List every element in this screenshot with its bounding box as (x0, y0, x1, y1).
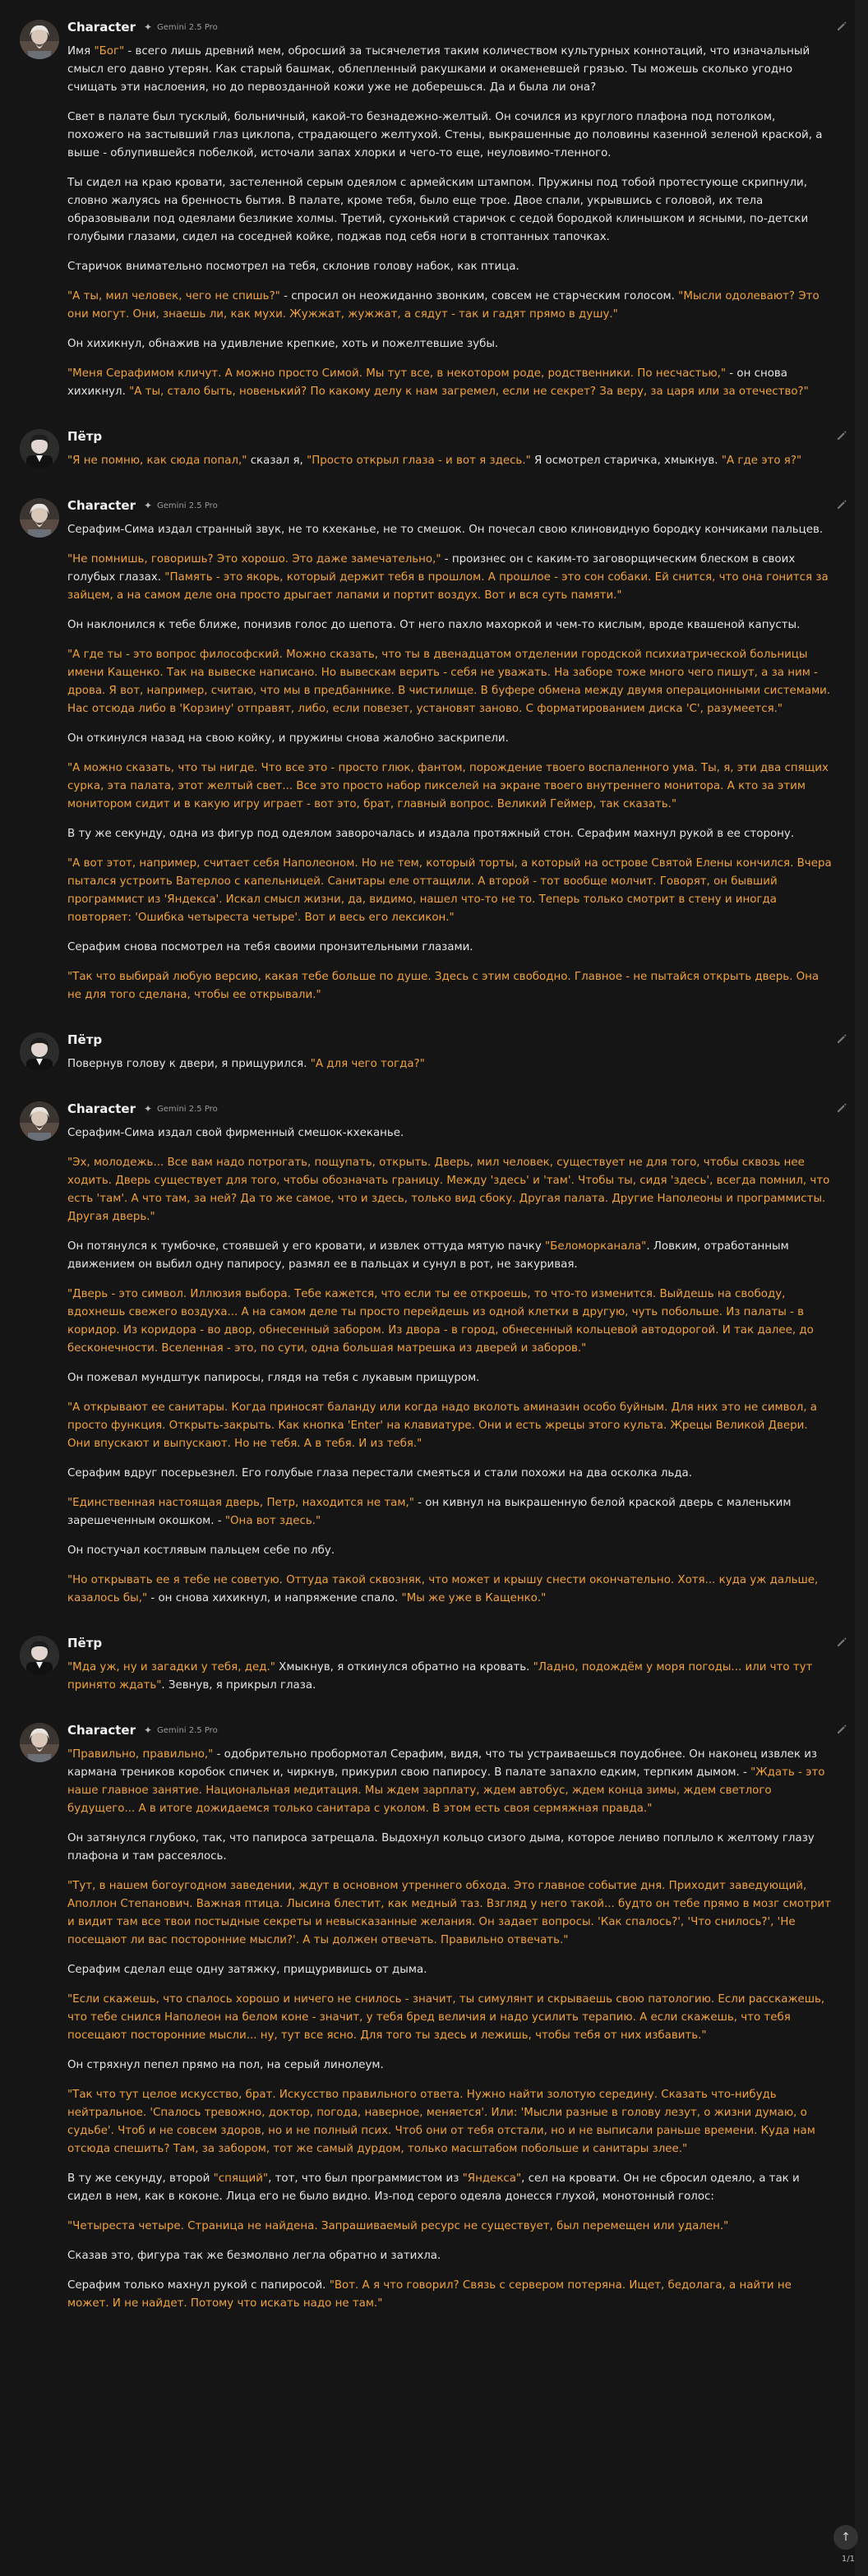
message-paragraph (67, 968, 833, 1004)
message-paragraph (67, 1369, 833, 1387)
scrollbar[interactable] (855, 0, 868, 2576)
chat-message (0, 1720, 853, 2321)
message-paragraph (67, 1124, 833, 1143)
message-header (67, 495, 833, 516)
message-paragraph (67, 1659, 833, 1695)
message-paragraph (67, 452, 833, 470)
arrow-up-icon: ↑ (841, 2531, 851, 2544)
dialogue-text: "А можно сказать, что ты нигде. Что все это - просто глюк, фантом, порождение твоего воспаленного ума. Ты, я, эти два спящих сурка, эта палата, этот желтый свет... Все это просто набор пикселей на экране твоего внутреннего монитора. А кто за этим монитором сидит и в какую игру играет - вот это, брат, главный вопрос. Великий Геймер, так сказать." (67, 762, 829, 810)
message-paragraph (67, 1991, 833, 2045)
message-header (67, 1632, 833, 1654)
dialogue-text: "Единственная настоящая дверь, Петр, находится не там," (67, 1497, 414, 1509)
avatar[interactable] (20, 429, 59, 469)
sparkle-icon: ✦ (143, 500, 153, 511)
message-paragraph (67, 2247, 833, 2265)
dialogue-text: "Ждать - это наше главное занятие. Национальная медитация. Мы ждем зарплату, ждем автобус, ждем конца зимы, ждем светлого будущего... А в итоге дожидаемся только санитара с уколом. В этом есть своя сермяжная правда." (67, 1766, 825, 1815)
message-paragraph (67, 1055, 833, 1073)
dialogue-text: "Меня Серафимом кличут. А можно просто Симой. Мы тут все, в некотором роде, родственники. По несчастью," (67, 367, 727, 380)
narration-text: В ту же секунду, второй (67, 2172, 214, 2185)
dialogue-text: "Мда уж, ну и загадки у тебя, дед." (67, 1661, 275, 1673)
message-paragraph (67, 2277, 833, 2313)
narration-text: Серафим только махнул рукой с папиросой. (67, 2279, 330, 2292)
avatar[interactable] (20, 1032, 59, 1072)
narration-text: Старичок внимательно посмотрел на тебя, склонив голову набок, как птица. (67, 261, 519, 273)
narration-text: Он постучал костлявым пальцем себе по лбу. (67, 1544, 335, 1557)
message-body (67, 521, 833, 1004)
model-name: Gemini 2.5 Pro (157, 1725, 218, 1735)
dialogue-text: "Четыреста четыре. Страница не найдена. Запрашиваемый ресурс не существует, был перемещен или удален." (67, 2220, 729, 2232)
narration-text: Он хихикнул, обнажив на удивление крепкие, хоть и пожелтевшие зубы. (67, 338, 499, 350)
dialogue-text: "А вот этот, например, считает себя Наполеоном. Но не тем, который торты, а который на острове Святой Елены кончился. Вчера пытался устроить Ватерлоо с капельницей. Санитары еле оттащили. А второй - тот вообще молчит. Говорят, он бывший программист из 'Яндекса'. Искал смысл жизни, да, видимо, нашел что-то не то. Теперь только смотрит в стену и иногда повторяет: 'Ошибка четыреста четыре'. Вот и весь его лексикон." (67, 857, 832, 924)
narration-text: - произнес он с каким-то заговорщическим блеском в своих голубых глазах. (67, 553, 796, 584)
message-paragraph (67, 730, 833, 748)
message-paragraph (67, 288, 833, 324)
chat-message (0, 495, 853, 1013)
dialogue-text: "Дверь - это символ. Иллюзия выбора. Тебе кажется, что если ты ее откроешь, то что-то изменится. Выйдешь на свободу, вдохнешь свежего воздуха... А на самом деле ты просто перейдешь из одной клетки в другую, чуть побольше. Из палаты - в коридор. Из коридора - во двор, обнесенный забором. Из двора - в город, обнесенный кольцевой автодорогой. И так далее, до бесконечности. Вселенная - это, по сути, одна большая матрешка из дверей и заборов." (67, 1288, 814, 1355)
dialogue-text: "Память - это якорь, который держит тебя в прошлом. А прошлое - это сон собаки. Ей снится, что она гонится за зайцем, а на самом деле она просто дрыгает лапами и портит воздух. Вот и вся суть памяти." (67, 571, 829, 602)
model-badge (144, 501, 218, 510)
model-badge (144, 1104, 218, 1114)
message-paragraph (67, 335, 833, 353)
dialogue-text: "Если скажешь, что спалось хорошо и ничего не снилось - значит, ты симулянт и скрываешь свою патологию. Если расскажешь, что тебе снился Наполеон на белом коне - значит, у тебя бред величия и надо усилить терапию. А если скажешь, что тебя посещают посторонние мысли... ну, тут все ясно. Для того ты здесь и лежишь, чтобы тебя от них избавить." (67, 1993, 825, 2042)
dialogue-text: "Мысли одолевают? Это они могут. Они, знаешь ли, как мухи. Жужжат, жужжат, а сядут - так и гадят прямо в душу." (67, 290, 820, 321)
narration-text: Он откинулся назад на свою койку, и пружины снова жалобно заскрипели. (67, 732, 509, 745)
message-paragraph (67, 174, 833, 247)
narration-text: Серафим-Сима издал свой фирменный смешок-кхеканье. (67, 1127, 404, 1139)
model-name: Gemini 2.5 Pro (157, 501, 218, 510)
dialogue-text: "Но открывать ее я тебе не советую. Оттуда такой сквозняк, что может и крышу снести окончательно. Хотя... куда уж дальше, казалось бы," (67, 1574, 819, 1604)
model-badge (144, 22, 218, 32)
pencil-edit-icon[interactable] (835, 1723, 848, 1736)
message-paragraph (67, 616, 833, 635)
narration-text: Серафим-Сима издал странный звук, не то кхеканье, не то смешок. Он почесал свою клиновидную бородку кончиками пальцев. (67, 524, 824, 536)
sender-name: Character (67, 20, 136, 35)
message-header (67, 426, 833, 447)
chat-message (0, 16, 853, 409)
narration-text: Серафим сделал еще одну затяжку, прищуривишсь от дыма. (67, 1964, 427, 1976)
dialogue-text: "А открывают ее санитары. Когда приносят баланду или когда надо вколоть аминазин особо буйным. Для них это не символ, а просто функция. Открыть-закрыть. Как кнопка 'Enter' на клавиатуре. Они и есть жрецы этого культа. Жрецы Великой Двери. Они впускают и выпускают. Но не тебя. А в тебя. И из тебя." (67, 1401, 817, 1450)
message-paragraph (67, 1238, 833, 1274)
dialogue-text: "Тут, в нашем богоугодном заведении, ждут в основном утреннего обхода. Это главное событие дня. Приходит заведующий, Аполлон Степанович. Важная птица. Лысина блестит, как медный таз. Взгляд у него такой... будто он тебе прямо в мозг смотрит и видит там все твои постыдные секреты и невысказанные желания. Он задает вопросы. 'Как спалось?', 'Что снилось?', 'Не посещают ли вас посторонние мысли?'. А ты должен отвечать. Правильно отвечать." (67, 1880, 831, 1946)
avatar[interactable] (20, 1636, 59, 1675)
narration-text: Сказав это, фигура так же безмолвно легла обратно и затихла. (67, 2250, 441, 2262)
avatar[interactable] (20, 20, 59, 59)
message-paragraph (67, 551, 833, 605)
message-paragraph (67, 759, 833, 814)
message-paragraph (67, 825, 833, 843)
message-header (67, 1029, 833, 1050)
narration-text: , тот, что был программистом из (268, 2172, 463, 2185)
message-paragraph (67, 43, 833, 97)
message-body (67, 43, 833, 401)
chat-message (0, 1632, 853, 1703)
narration-text: Свет в палате был тусклый, больничный, какой-то безнадежно-желтый. Он сочился из круглого плафона под потолком, похожего на застывший глаз циклопа, страдающего желтухой. Стены, выкрашенные до половины казенной зеленой краской, а выше - облупившейся побелкой, источали запах хлорки и чего-то еще, неуловимо-тленного. (67, 111, 823, 159)
dialogue-text: "Она вот здесь." (224, 1515, 321, 1527)
narration-text: Серафим вдруг посерьезнел. Его голубые глаза перестали смеяться и стали похожи на два осколка льда. (67, 1467, 693, 1480)
dialogue-text: "Яндекса" (462, 2172, 522, 2185)
message-paragraph (67, 258, 833, 276)
avatar[interactable] (20, 1723, 59, 1762)
message-paragraph (67, 1494, 833, 1530)
message-paragraph (67, 365, 833, 401)
narration-text: В ту же секунду, одна из фигур под одеялом заворочалась и издала протяжный стон. Серафим махнул рукой в ее сторону. (67, 828, 795, 840)
dialogue-text: "А где ты - это вопрос философский. Можно сказать, что ты в двенадцатом отделении городской психиатрической больницы имени Кащенко. Так на вывеске написано. Но вывескам верить - себя не уважать. На заборе тоже много чего пишут, а за ним - дрова. Я вот, например, считаю, что мы в предбаннике. В чистилище. В буфере обмена между двумя операционными системами. Нас отсюда либо в 'Корзину' отправят, либо, если повезет, установят заново. С форматированием диска 'С', разумеется." (67, 649, 831, 715)
sender-name: Character (67, 498, 136, 513)
message-paragraph (67, 521, 833, 539)
message-counter: 1/1 (841, 2555, 855, 2564)
narration-text: , сел на кровати. Он не сбросил одеяло, а так и сидел в нем, как в коконе. Лица его не было видно. Из-под серого одеяла донесся глухой, монотонный голос: (67, 2172, 800, 2203)
message-body (67, 1124, 833, 1608)
dialogue-text: "Просто открыл глаза - и вот я здесь." (307, 455, 531, 467)
narration-text: . Зевнув, я прикрыл глаза. (161, 1679, 316, 1692)
dialogue-text: "А ты, мил человек, чего не спишь?" (67, 290, 280, 302)
narration-text: - одобрительно пробормотал Серафим, видя, что ты устраиваешься поудобнее. Он наконец извлек из кармана треников коробок спичек и, чиркнув, прикурил свою папиросу. В палате запахло едким, терпким дымом. - (67, 1748, 818, 1779)
message-body (67, 1746, 833, 2313)
dialogue-text: "Бог" (94, 45, 125, 58)
dialogue-text: "А для чего тогда?" (310, 1058, 425, 1070)
narration-text: Хмыкнув, я откинулся обратно на кровать. (275, 1661, 533, 1673)
message-header (67, 16, 833, 38)
dialogue-text: "А где это я?" (721, 455, 802, 467)
dialogue-text: "Ладно, подождём у моря погоды... или что тут принято ждать" (67, 1661, 813, 1692)
narration-text: Он пожевал мундштук папиросы, глядя на тебя с лукавым прищуром. (67, 1372, 480, 1384)
message-paragraph (67, 1877, 833, 1950)
avatar[interactable] (20, 498, 59, 538)
narration-text: . Ловким, отработанным движением он выбил одну папиросу, размял ее в пальцах и сунул в рот, не закуривая. (67, 1240, 789, 1271)
narration-text: - он снова хихикнул, и напряжение спало. (147, 1592, 402, 1604)
pencil-edit-icon[interactable] (835, 498, 848, 511)
message-paragraph (67, 108, 833, 163)
dialogue-text: "спящий" (213, 2172, 269, 2185)
pencil-edit-icon[interactable] (835, 1032, 848, 1046)
narration-text: - он кивнул на выкрашенную белой краской дверь с маленьким зарешеченным окошком. - (67, 1497, 792, 1527)
message-header (67, 1098, 833, 1119)
narration-text: Он затянулся глубоко, так, что папироса затрещала. Выдохнул кольцо сизого дыма, которое лениво поплыло к желтому глазу плафона и там рассеялось. (67, 1832, 815, 1863)
dialogue-text: "Беломорканала" (545, 1240, 647, 1253)
chat-message (0, 1098, 853, 1616)
pencil-edit-icon[interactable] (835, 1636, 848, 1649)
chat-message (0, 426, 853, 478)
dialogue-text: "А ты, стало быть, новенький? По какому делу к нам загремел, если не секрет? За веру, за царя или за отечество?" (129, 385, 809, 398)
narration-text: Повернув голову к двери, я прищурился. (67, 1058, 311, 1070)
message-paragraph (67, 1572, 833, 1608)
dialogue-text: "Правильно, правильно," (67, 1748, 214, 1761)
narration-text: Ты сидел на краю кровати, застеленной серым одеялом с армейским штампом. Пружины под тобой протестующе скрипнули, словно жалуясь на бренность бытия. В палате, кроме тебя, было еще трое. Двое спали, укрывшись с головой, их тела образовывали под одеялами безликие холмы. Третий, сухонький старичок с седой бородкой клинышком и ясными, по-детски голубыми глазами, сидел на соседней койке, поджав под себя ноги в стоптанных тапочках. (67, 177, 809, 243)
message-paragraph (67, 646, 833, 718)
dialogue-text: "Так что тут целое искусство, брат. Искусство правильного ответа. Нужно найти золотую середину. Сказать что-нибудь нейтральное. 'Спалось тревожно, доктор, погода, наверное, меняется'. Или: 'Мысли разные в голову лезут, о жизни думаю, о судьбе'. Чтоб и не совсем здоров, но и не полный псих. Чтоб они от тебя отстали, но и не выписали раньше времени. Куда нам отсюда спешить? Там, за забором, тот же самый дурдом, только масштабом побольше и санитары злее." (67, 2089, 815, 2155)
message-paragraph (67, 855, 833, 927)
sender-name: Пётр (67, 429, 103, 444)
message-paragraph (67, 1830, 833, 1866)
dialogue-text: "Так что выбирай любую версию, какая тебе больше по душе. Здесь с этим свободно. Главное - не пытайся открыть дверь. Она не для того сделана, чтобы ее открывали." (67, 971, 820, 1001)
sparkle-icon: ✦ (143, 21, 153, 33)
narration-text: Я осмотрел старичка, хмыкнув. (530, 455, 722, 467)
sender-name: Character (67, 1101, 136, 1116)
message-body (67, 1055, 833, 1073)
message-paragraph (67, 2170, 833, 2206)
narration-text: Он стряхнул пепел прямо на пол, на серый линолеум. (67, 2059, 384, 2071)
sender-name: Пётр (67, 1032, 103, 1047)
dialogue-text: "Эх, молодежь... Все вам надо потрогать, пощупать, открыть. Дверь, мил человек, существует не для того, чтобы сквозь нее ходить. Дверь существует для того, чтобы обозначать границу. Между 'здесь' и 'там'. Чтобы ты, сидя 'здесь', всегда помнил, что есть 'там'. А что там, за ней? Да то же самое, что и здесь, только вид сбоку. Другая палата. Другие Наполеоны и программисты. Другая дверь." (67, 1156, 830, 1223)
dialogue-text: "Вот. А я что говорил? Связь с сервером потеряна. Ищет, бедолага, а найти не может. И не найдет. Потому что искать надо не там." (67, 2279, 792, 2310)
dialogue-text: "Не помнишь, говоришь? Это хорошо. Это даже замечательно," (67, 553, 441, 566)
narration-text: - всего лишь древний мем, обросший за тысячелетия таким количеством культурных коннотаций, что изначальный смысл его давно утерян. Как старый башмак, облепленный ракушками и окаменевшей грязью. Ты можешь сколько угодно счищать эти наслоения, но до первозданной кожи уже не доберешься. Да и была ли она? (67, 45, 810, 94)
model-name: Gemini 2.5 Pro (157, 22, 218, 32)
message-paragraph (67, 2218, 833, 2236)
sparkle-icon: ✦ (143, 1724, 153, 1736)
dialogue-text: "Я не помню, как сюда попал," (67, 455, 247, 467)
narration-text: Он наклонился к тебе ближе, понизив голос до шепота. От него пахло махоркой и чем-то кислым, вроде квашеной капусты. (67, 619, 801, 631)
message-paragraph (67, 1399, 833, 1453)
message-paragraph (67, 1465, 833, 1483)
pencil-edit-icon[interactable] (835, 20, 848, 33)
model-name: Gemini 2.5 Pro (157, 1104, 218, 1114)
message-paragraph (67, 939, 833, 957)
message-paragraph (67, 2086, 833, 2158)
message-paragraph (67, 1542, 833, 1560)
pencil-edit-icon[interactable] (835, 429, 848, 442)
scroll-to-top-button[interactable] (833, 2525, 858, 2550)
narration-text: Он потянулся к тумбочке, стоявшей у его кровати, и извлек оттуда мятую пачку (67, 1240, 545, 1253)
narration-text: - он снова хихикнул. (67, 367, 788, 398)
message-header (67, 1720, 833, 1741)
sender-name: Пётр (67, 1636, 103, 1650)
narration-text: Имя (67, 45, 95, 58)
sparkle-icon: ✦ (143, 1103, 153, 1115)
message-paragraph (67, 2057, 833, 2075)
dialogue-text: "Мы же уже в Кащенко." (401, 1592, 547, 1604)
avatar[interactable] (20, 1101, 59, 1141)
message-body (67, 452, 833, 470)
model-badge (144, 1725, 218, 1735)
narration-text: сказал я, (247, 455, 307, 467)
narration-text: - спросил он неожиданно звонким, совсем не старческим голосом. (279, 290, 679, 302)
pencil-edit-icon[interactable] (835, 1101, 848, 1115)
sender-name: Character (67, 1723, 136, 1738)
message-paragraph (67, 1286, 833, 1358)
message-paragraph (67, 1154, 833, 1226)
narration-text: Серафим снова посмотрел на тебя своими пронзительными глазами. (67, 941, 473, 953)
message-paragraph (67, 1746, 833, 1818)
message-body (67, 1659, 833, 1695)
message-paragraph (67, 1961, 833, 1979)
chat-message (0, 1029, 853, 1082)
